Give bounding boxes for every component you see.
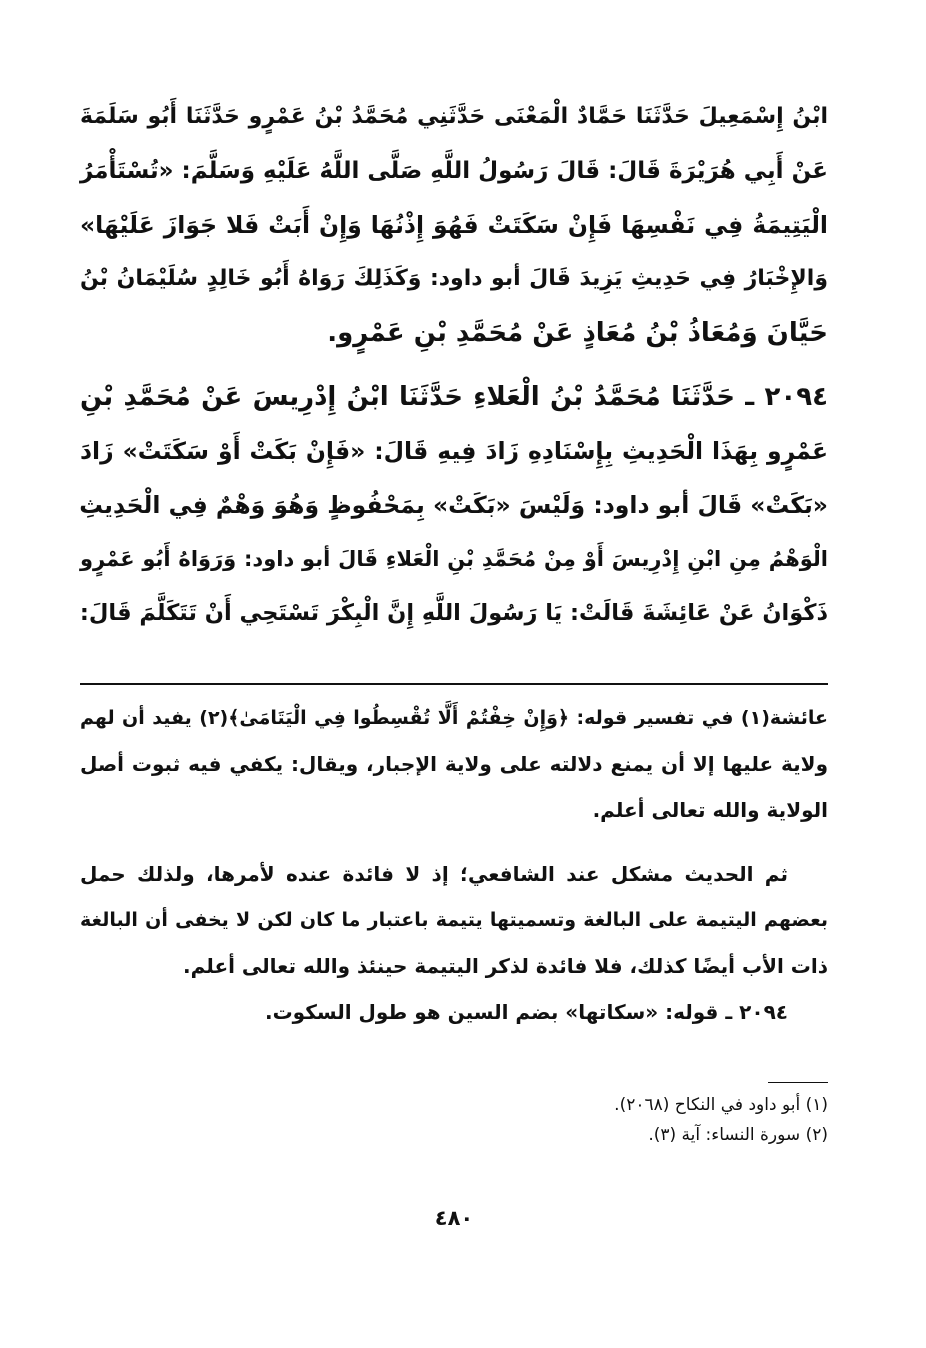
hadith-line: حَيَّانَ وَمُعَاذُ بْنُ مُعَاذٍ عَنْ مُحَمَّدِ بْنِ عَمْرٍو.: [327, 318, 828, 348]
book-page: [79, 90, 829, 1230]
hadith-line: وَالإِخْبَارُ فِي حَدِيثِ يَزِيدَ قَالَ أبو داود: وَكَذَلِكَ رَوَاهُ أَبُو خَالِدٍ سُلَيْمَانُ بْنُ: [80, 266, 828, 291]
hadith-line: «بَكَتْ» قَالَ أبو داود: وَلَيْسَ «بَكَتْ» بِمَحْفُوظٍ وَهُوَ وَهْمٌ فِي الْحَدِيثِ: [79, 491, 828, 519]
hadith-line: ابْنُ إِسْمَعِيلَ حَدَّثَنَا حَمَّادٌ الْمَعْنَى حَدَّثَنِي مُحَمَّدُ بْنُ عَمْرٍو حَدَّثَنَا أَبُو سَلَمَةَ: [80, 104, 828, 129]
hadith-text: [80, 90, 828, 640]
commentary-line: الولاية والله تعالى أعلم.: [592, 798, 828, 822]
hadith-line: الْيَتِيمَةُ فِي نَفْسِهَا فَإِنْ سَكَتَتْ فَهُوَ إِذْنُهَا وَإِنْ أَبَتْ فَلا جَوَازَ عَلَيْهَا»: [80, 211, 828, 239]
commentary-line: بعضهم اليتيمة على البالغة وتسميتها يتيمة باعتبار ما كان لكن لا يخفى أن البالغة: [80, 909, 828, 931]
page-number: ٤٨٠: [434, 1206, 474, 1230]
commentary-divider: [80, 683, 828, 685]
commentary-line: عائشة(١) في تفسير قوله: ﴿وَإِنْ خِفْتُمْ أَلَّا تُقْسِطُوا فِي الْيَتَامَىٰ﴾(٢) يفيد أن لهم: [80, 707, 829, 729]
commentary-line: ولاية عليها إلا أن يمنع دلالته على ولاية الإجبار، ويقال: يكفي فيه ثبوت أصل: [80, 752, 828, 776]
hadith-line: الْوَهْمُ مِنِ ابْنِ إِدْرِيسَ أَوْ مِنْ مُحَمَّدِ بْنِ الْعَلاءِ قَالَ أبو داود: وَرَوَاهُ أَبُو عَمْرٍو: [80, 547, 828, 571]
commentary-line: ثم الحديث مشكل عند الشافعي؛ إذ لا فائدة عنده لأمرها، ولذلك حمل: [80, 862, 788, 886]
commentary: [80, 695, 828, 1035]
footnote: (٢) سورة النساء: آية (٣).: [648, 1125, 828, 1145]
footnotes: [80, 1082, 828, 1150]
hadith-line: عَمْرٍو بِهَذَا الْحَدِيثِ بِإِسْنَادِهِ زَادَ فِيهِ قَالَ: «فَإِنْ بَكَتْ أَوْ سَكَتَتْ» زَادَ: [80, 437, 828, 465]
commentary-line: ذات الأب أيضًا كذلك، فلا فائدة لذكر اليتيمة حينئذ والله تعالى أعلم.: [183, 954, 828, 978]
hadith-line: عَنْ أَبِي هُرَيْرَةَ قَالَ: قَالَ رَسُولُ اللَّهِ صَلَّى اللَّهُ عَلَيْهِ وَسَلَّمَ: «تُسْتَأْمَرُ: [80, 158, 828, 184]
hadith-line: ٢٠٩٤ ـ حَدَّثَنَا مُحَمَّدُ بْنُ الْعَلاءِ حَدَّثَنَا ابْنُ إِدْرِيسَ عَنْ مُحَمَّدِ بْنِ: [80, 382, 828, 412]
footnote: (١) أبو داود في النكاح (٢٠٦٨).: [614, 1095, 828, 1115]
commentary-line: ٢٠٩٤ ـ قوله: «سكاتها» بضم السين هو طول السكوت.: [264, 1000, 788, 1024]
hadith-line: ذَكْوَانُ عَنْ عَائِشَةَ قَالَتْ: يَا رَسُولَ اللَّهِ إِنَّ الْبِكْرَ تَسْتَحِي أَنْ تَتَكَلَّمَ قَالَ:: [79, 600, 828, 626]
